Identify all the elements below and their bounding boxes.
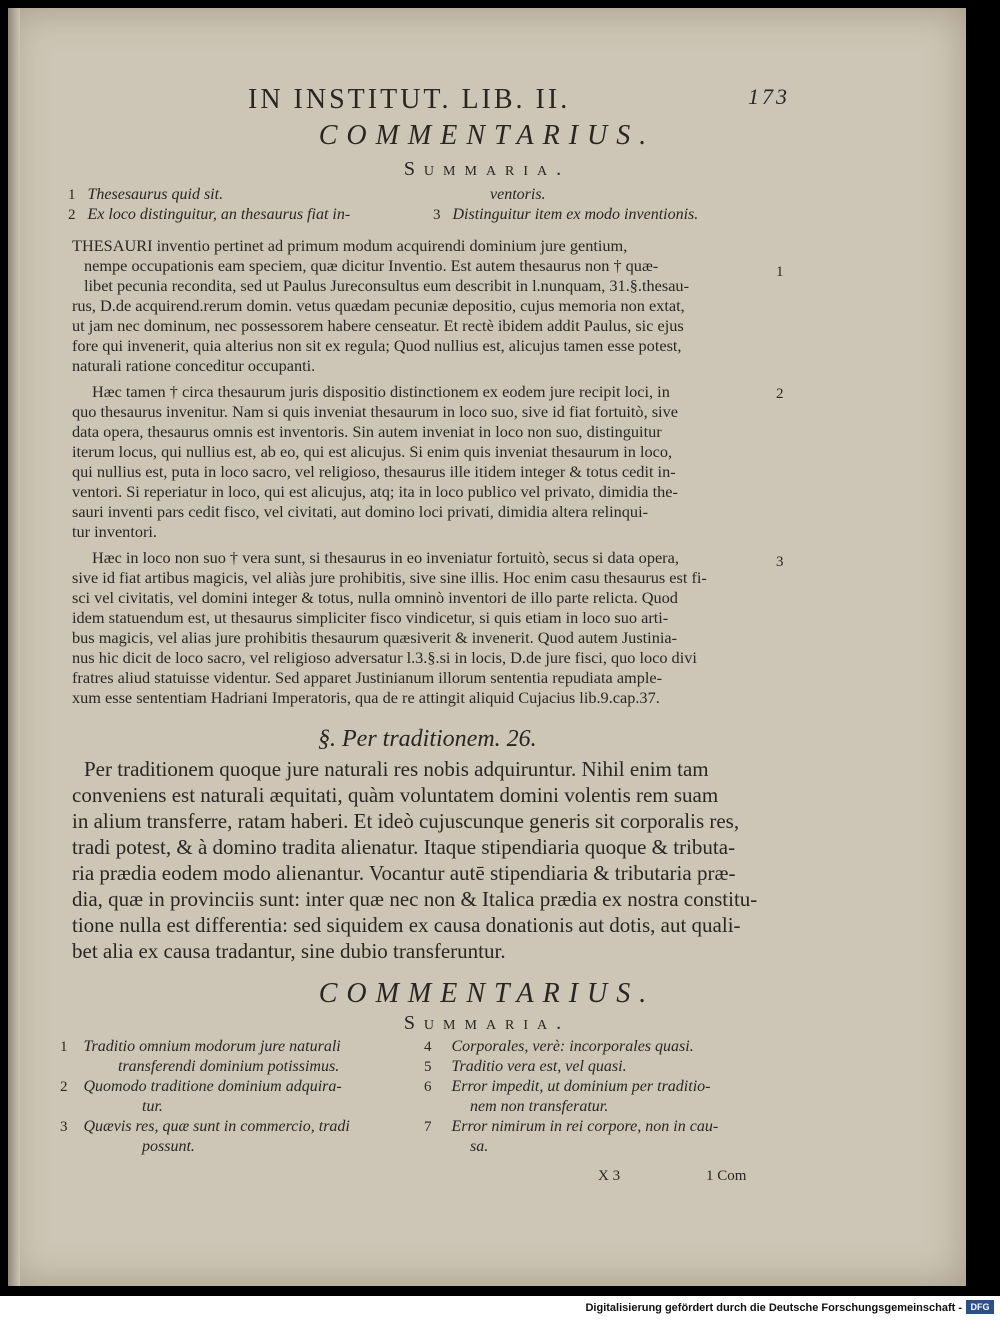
- text-line: nempe occupationis eam speciem, quæ dicitur Inventio. Est autem thesaurus non † quæ-: [84, 256, 659, 275]
- text-line: in alium transferre, ratam haberi. Et ideò cujuscunque generis sit corporalis res,: [72, 809, 740, 833]
- margin-number: 2: [776, 386, 784, 402]
- text-line: tione nulla est differentia: sed siquidem ex causa donationis aut dotis, aut quali-: [72, 913, 741, 937]
- summaria-label-2: Summaria.: [403, 1012, 571, 1034]
- summary-item: 4 Corporales, verè: incorporales quasi.: [424, 1038, 694, 1055]
- text-line: data opera, thesaurus omnis est inventoris. Sin autem inveniat in loco non suo, distinguitur: [72, 422, 662, 441]
- page-spine-shadow: [8, 8, 20, 1286]
- text-line: libet pecunia recondita, sed ut Paulus Jureconsultus eum describit in l.nunquam, 31.§.thesau-: [84, 276, 689, 295]
- summary-item: transferendi dominium potissimus.: [118, 1058, 340, 1075]
- text-line: ventori. Si reperiatur in loco, qui est alicujus, atq; ita in loco publico vel privato, dimidia the-: [72, 482, 678, 501]
- summary-left-column: [60, 1038, 420, 1158]
- margin-number: 1: [776, 264, 784, 280]
- text-line: quo thesaurus invenitur. Nam si quis inveniat thesaurum in loco suo, sive id fiat fortuitò, sive: [72, 402, 678, 421]
- summary-right-column: [424, 1038, 784, 1158]
- commentary-title-2: COMMENTARIUS.: [318, 978, 656, 1009]
- text-line: fore qui invenerit, quia alterius non sit ex regula; Quod nullius est, alicujus tamen esse potest,: [72, 336, 682, 355]
- running-header: [248, 84, 848, 116]
- summary-item: possunt.: [142, 1138, 195, 1155]
- summary-item: sa.: [470, 1138, 489, 1155]
- text-line: tur inventori.: [72, 522, 158, 541]
- text-line: ria prædia eodem modo alienantur. Vocantur autē stipendiaria & tributaria præ-: [72, 861, 736, 885]
- text-line: sci vel civitatis, vel domini integer & totus, nulla omninò inventori de illo parte relicta. Quod: [72, 588, 678, 607]
- text-line: Hæc in loco non suo † vera sunt, si thesaurus in eo inveniatur fortuitò, secus si data opera,: [92, 548, 679, 567]
- book-page: [8, 8, 966, 1286]
- page-number: 173: [748, 84, 790, 109]
- text-line: Per traditionem quoque jure naturali res nobis adquiruntur. Nihil enim tam: [84, 757, 709, 781]
- funding-credit: Digitalisierung gefördert durch die Deutsche Forschungsgemeinschaft -: [585, 1302, 962, 1314]
- commentary-title-1: COMMENTARIUS.: [318, 120, 656, 151]
- summary-item: 1 Thesesaurus quid sit.: [68, 186, 224, 203]
- section-title: §. Per traditionem. 26.: [318, 726, 537, 752]
- text-line: idem statuendum est, ut thesaurus simpliciter fisco vindicetur, si quis etiam in loco suo arti-: [72, 608, 669, 627]
- summary-item: ventoris.: [490, 186, 546, 203]
- commentary-paragraph-2: [72, 382, 784, 542]
- text-line: THESAURI inventio pertinet ad primum modum acquirendi dominium jure gentium,: [72, 236, 628, 255]
- catchword: 1 Com: [706, 1168, 747, 1184]
- text-line: sive id fiat artibus magicis, vel aliàs jure prohibitis, sive sine illis. Hoc enim casu thesaurus est fi-: [72, 568, 707, 587]
- text-line: Hæc tamen † circa thesaurum juris dispositio distinctionem ex eodem jure recipit loci, in: [92, 382, 670, 401]
- signature-mark: X 3: [598, 1168, 621, 1184]
- summary-item: 2 Quomodo traditione dominium adquira-: [60, 1078, 342, 1095]
- text-line: bus magicis, vel alias jure prohibitis thesaurum quæsiverit & invenerit. Quod autem Justinia-: [72, 628, 678, 647]
- institutes-text: [72, 756, 766, 964]
- summary-item: 3 Quævis res, quæ sunt in commercio, tradi: [60, 1118, 350, 1135]
- summary-item: 7 Error nimirum in rei corpore, non in cau-: [424, 1118, 719, 1135]
- text-line: fratres aliud statuisse videntur. Sed apparet Justinianum illorum sententia repudiata ample-: [72, 668, 663, 687]
- summary-item: 3 Distinguitur item ex modo inventionis.: [433, 206, 699, 223]
- summary-item: 5 Traditio vera est, vel quasi.: [424, 1058, 627, 1075]
- margin-number: 3: [776, 554, 784, 570]
- text-line: naturali ratione conceditur occupanti.: [72, 356, 316, 375]
- text-line: qui nullius est, puta in loco sacro, vel religioso, thesaurus ille itidem integer & totus cedit in-: [72, 462, 676, 481]
- summary-item: 1 Traditio omnium modorum jure naturali: [60, 1038, 341, 1055]
- summary-item: 6 Error impedit, ut dominium per traditio-: [424, 1078, 711, 1095]
- running-title: IN INSTITUT. LIB. II.: [248, 84, 571, 115]
- text-line: nus hic dicit de loco sacro, vel religioso adversatur l.3.§.si in locis, D.de jure fisci, quo loco divi: [72, 648, 697, 667]
- summary-item: nem non transferatur.: [470, 1098, 609, 1115]
- commentary-paragraph-3: [72, 548, 784, 708]
- text-line: ut jam nec dominum, nec possessorem habere censeatur. Et rectè ibidem addit Paulus, sic ejus: [72, 316, 684, 335]
- summaria-label-1: Summaria.: [403, 158, 571, 180]
- dfg-logo: DFG: [966, 1300, 994, 1314]
- commentary-paragraph-1: [72, 236, 784, 376]
- text-line: conveniens est naturali æquitati, quàm voluntatem domini volentis rem suam: [72, 783, 719, 807]
- text-line: bet alia ex causa tradantur, sine dubio transferuntur.: [72, 939, 506, 963]
- text-line: xum esse sententiam Hadriani Imperatoris, qua de re attingit aliquid Cujacius lib.9.cap.37.: [72, 688, 660, 707]
- summary-item: tur.: [142, 1098, 163, 1115]
- text-line: sauri inventi pars cedit fisco, vel civitati, aut domino loci privati, dimidia altera relinqui-: [72, 502, 649, 521]
- text-line: iterum locus, qui nullius est, ab eo, qui est alicujus. Si enim quis inveniat thesaurum in loco,: [72, 442, 673, 461]
- text-line: dia, quæ in provinciis sunt: inter quæ nec non & Italica prædia ex nostra constitu-: [72, 887, 758, 911]
- text-line: tradi potest, & à domino tradita alienatur. Itaque stipendiaria quoque & tributa-: [72, 835, 736, 859]
- summary-item: 2 Ex loco distinguitur, an thesaurus fiat in-: [68, 206, 351, 223]
- text-line: rus, D.de acquirend.rerum domin. vetus quædam pecuniæ depositio, cujus memoria non extat,: [72, 296, 685, 315]
